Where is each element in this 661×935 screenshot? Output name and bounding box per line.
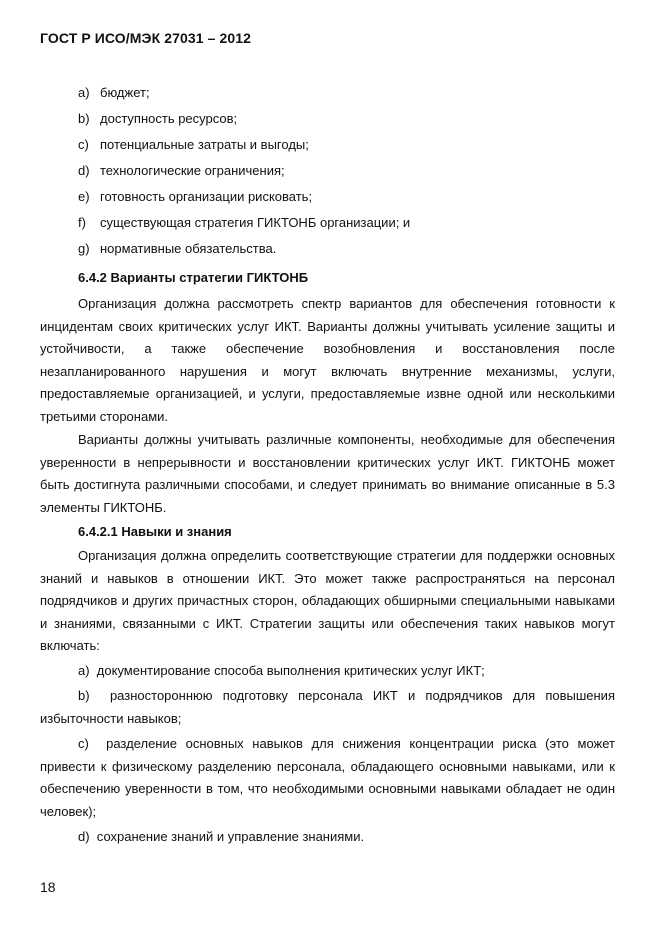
list-marker: d) xyxy=(78,829,90,844)
list-text: разделение основных навыков для снижения концентрации риска (это может привести к физическому разделению персонала, обладающего основными навыками, или к обеспечению уверенности в том, что необходимыми основными навыками обладает не один человек); xyxy=(40,736,615,819)
paragraph: Организация должна определить соответствующие стратегии для поддержки основных знаний и навыков в отношении ИКТ. Это может также распространяться на персонал подрядчиков и других причастных сторон, обладающих обширными специальными навыками и знаниями, связанными с ИКТ. Стратегии защиты или обеспечения таких навыков могут включать: xyxy=(40,548,615,653)
list-marker: a) xyxy=(78,662,90,678)
list-item xyxy=(40,210,615,236)
list-text: готовность организации рисковать; xyxy=(100,189,313,204)
document-header: ГОСТ Р ИСО/МЭК 27031 – 2012 xyxy=(40,30,252,46)
section-heading-6-4-2: 6.4.2 Варианты стратегии ГИКТОНБ xyxy=(78,270,309,285)
skills-list xyxy=(40,660,615,849)
page-body xyxy=(40,80,615,849)
list-text: существующая стратегия ГИКТОНБ организации; и xyxy=(100,215,411,230)
list-marker: b) xyxy=(78,111,90,126)
list-item xyxy=(40,106,615,132)
list-text: сохранение знаний и управление знаниями. xyxy=(96,829,365,844)
list-marker: d) xyxy=(78,163,90,178)
list-item xyxy=(40,826,615,849)
list-text: нормативные обязательства. xyxy=(100,241,277,256)
list-item xyxy=(40,158,615,184)
list-item xyxy=(40,236,615,262)
list-text: разностороннюю подготовку персонала ИКТ и подрядчиков для повышения избыточности навыков; xyxy=(40,688,615,726)
list-text: технологические ограничения; xyxy=(100,163,285,178)
list-item xyxy=(40,733,615,823)
list-marker: c) xyxy=(78,736,89,751)
list-marker: a) xyxy=(78,85,90,100)
list-text: потенциальные затраты и выгоды; xyxy=(100,137,309,152)
list-item xyxy=(40,132,615,158)
list-marker: g) xyxy=(78,241,90,256)
section-heading-6-4-2-1: 6.4.2.1 Навыки и знания xyxy=(78,524,232,539)
list-marker: f) xyxy=(78,215,86,230)
list-marker: c) xyxy=(78,137,89,152)
page-number: 18 xyxy=(40,879,56,895)
list-item xyxy=(40,660,615,683)
list-item xyxy=(40,685,615,730)
list-text: доступность ресурсов; xyxy=(100,111,238,126)
paragraph: Варианты должны учитывать различные компоненты, необходимые для обеспечения уверенности в непрерывности и восстановлении критических услуг ИКТ. ГИКТОНБ может быть достигнута различными способами, и следует принимать во внимание описанные в 5.3 элементы ГИКТОНБ. xyxy=(40,432,615,515)
list-item xyxy=(40,80,615,106)
list-text: бюджет; xyxy=(100,85,150,100)
list-marker: e) xyxy=(78,189,90,204)
list-item xyxy=(40,184,615,210)
list-marker: b) xyxy=(78,688,90,703)
list-text: документирование способа выполнения критических услуг ИКТ; xyxy=(96,662,485,678)
constraints-list xyxy=(40,80,615,262)
paragraph: Организация должна рассмотреть спектр вариантов для обеспечения готовности к инцидентам своих критических услуг ИКТ. Варианты должны учитывать усиление защиты и устойчивости, а также обеспечение возобновления и восстановления после незапланированного нарушения и могут включать внутренние механизмы, услуги, предоставляемые организацией, и услуги, предоставляемые извне одной или несколькими третьими сторонами. xyxy=(40,296,615,424)
